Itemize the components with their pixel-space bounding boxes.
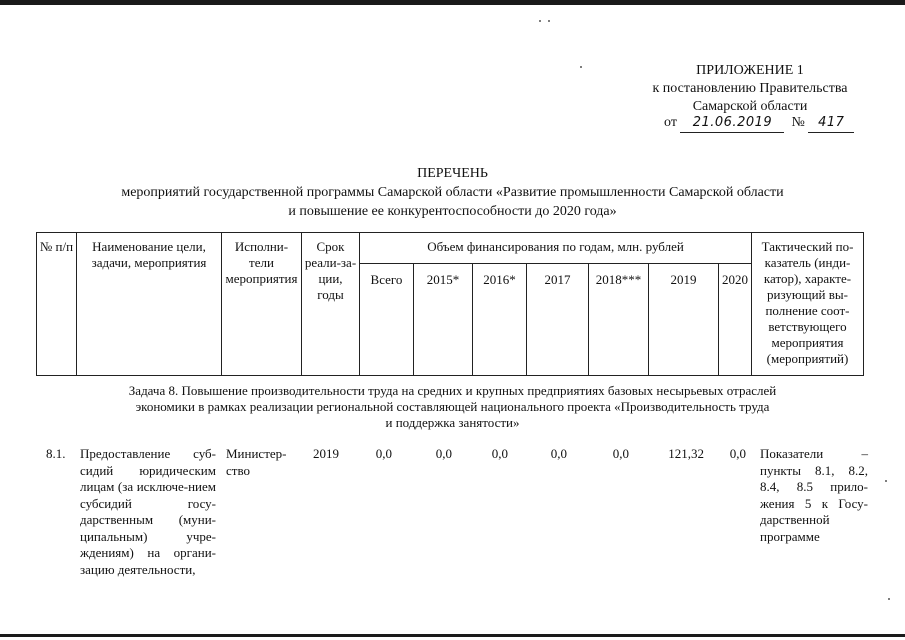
appendix-line: Самарской области bbox=[692, 99, 808, 114]
row-name: Предоставление суб-сидий юридическим лицам (за исключе-нием субсидий госу-дарственным (муни-ципальным) учре-ждениям) на органи-зацию деятельности, bbox=[80, 446, 216, 577]
task-heading bbox=[0, 383, 905, 431]
col-finance: Объем финансирования по годам, млн. рублей bbox=[360, 233, 752, 264]
year-header: 2017 bbox=[527, 264, 589, 376]
year-header: Всего bbox=[360, 264, 414, 376]
scan-speck bbox=[888, 598, 890, 600]
row-value: 0,0 bbox=[491, 446, 508, 461]
year-header: 2015* bbox=[414, 264, 473, 376]
task-line: Задача 8. Повышение производительности труда на средних и крупных предприятиях базовых несырьевых отраслей bbox=[128, 383, 777, 398]
row-value: 0,0 bbox=[729, 446, 746, 461]
scan-top-border bbox=[0, 0, 905, 5]
year-header: 2016* bbox=[473, 264, 527, 376]
document-subtitle: мероприятий государственной программы Самарской области «Развитие промышленности Самарской области bbox=[121, 185, 784, 200]
scan-speck bbox=[548, 20, 550, 22]
scan-speck bbox=[580, 66, 582, 68]
row-indicator: Показатели – пункты 8.1, 8.2, 8.4, 8.5 прило-жения 5 к Госу-дарственной программе bbox=[760, 446, 868, 544]
task-line: экономики в рамках реализации региональной составляющей национального проекта «Производительность труда bbox=[135, 399, 770, 414]
row-value: 121,32 bbox=[668, 446, 704, 461]
appendix-title: ПРИЛОЖЕНИЕ 1 bbox=[696, 63, 804, 78]
document-subtitle-cont: и повышение ее конкурентоспособности до 2020 года» bbox=[288, 204, 617, 219]
row-executor: Министер-ство bbox=[226, 446, 287, 478]
col-executor: Исполни-тели мероприятия bbox=[222, 233, 302, 376]
col-term: Срок реали-за-ции, годы bbox=[302, 233, 360, 376]
document-title: ПЕРЕЧЕНЬ bbox=[417, 166, 488, 181]
scan-speck bbox=[539, 20, 541, 22]
year-header: 2019 bbox=[649, 264, 719, 376]
col-name: Наименование цели, задачи, мероприятия bbox=[77, 233, 222, 376]
task-line: и поддержка занятости» bbox=[385, 415, 520, 430]
year-header: 2018*** bbox=[589, 264, 649, 376]
col-number: № п/п bbox=[37, 233, 77, 376]
appendix-line: к постановлению Правительства bbox=[652, 81, 848, 96]
row-value: 0,0 bbox=[612, 446, 629, 461]
row-value: 0,0 bbox=[550, 446, 567, 461]
scan-bottom-border bbox=[0, 634, 905, 637]
row-number: 8.1. bbox=[46, 446, 66, 461]
col-indicator: Тактический по-казатель (инди-катор), характе-ризующий вы-полнение соот-ветствующего мероприятия (мероприятий) bbox=[752, 233, 864, 376]
handwritten-number: 417 bbox=[818, 115, 845, 130]
appendix-header bbox=[600, 62, 900, 116]
resolution-date-line bbox=[664, 114, 854, 133]
year-header: 2020 bbox=[719, 264, 752, 376]
row-value: 0,0 bbox=[375, 446, 392, 461]
number-prefix: № bbox=[791, 115, 805, 130]
date-prefix: от bbox=[664, 115, 677, 130]
row-term: 2019 bbox=[313, 446, 339, 461]
handwritten-date: 21.06.2019 bbox=[692, 115, 773, 130]
scan-speck bbox=[885, 480, 887, 482]
row-value: 0,0 bbox=[435, 446, 452, 461]
finance-table-header bbox=[36, 232, 864, 376]
